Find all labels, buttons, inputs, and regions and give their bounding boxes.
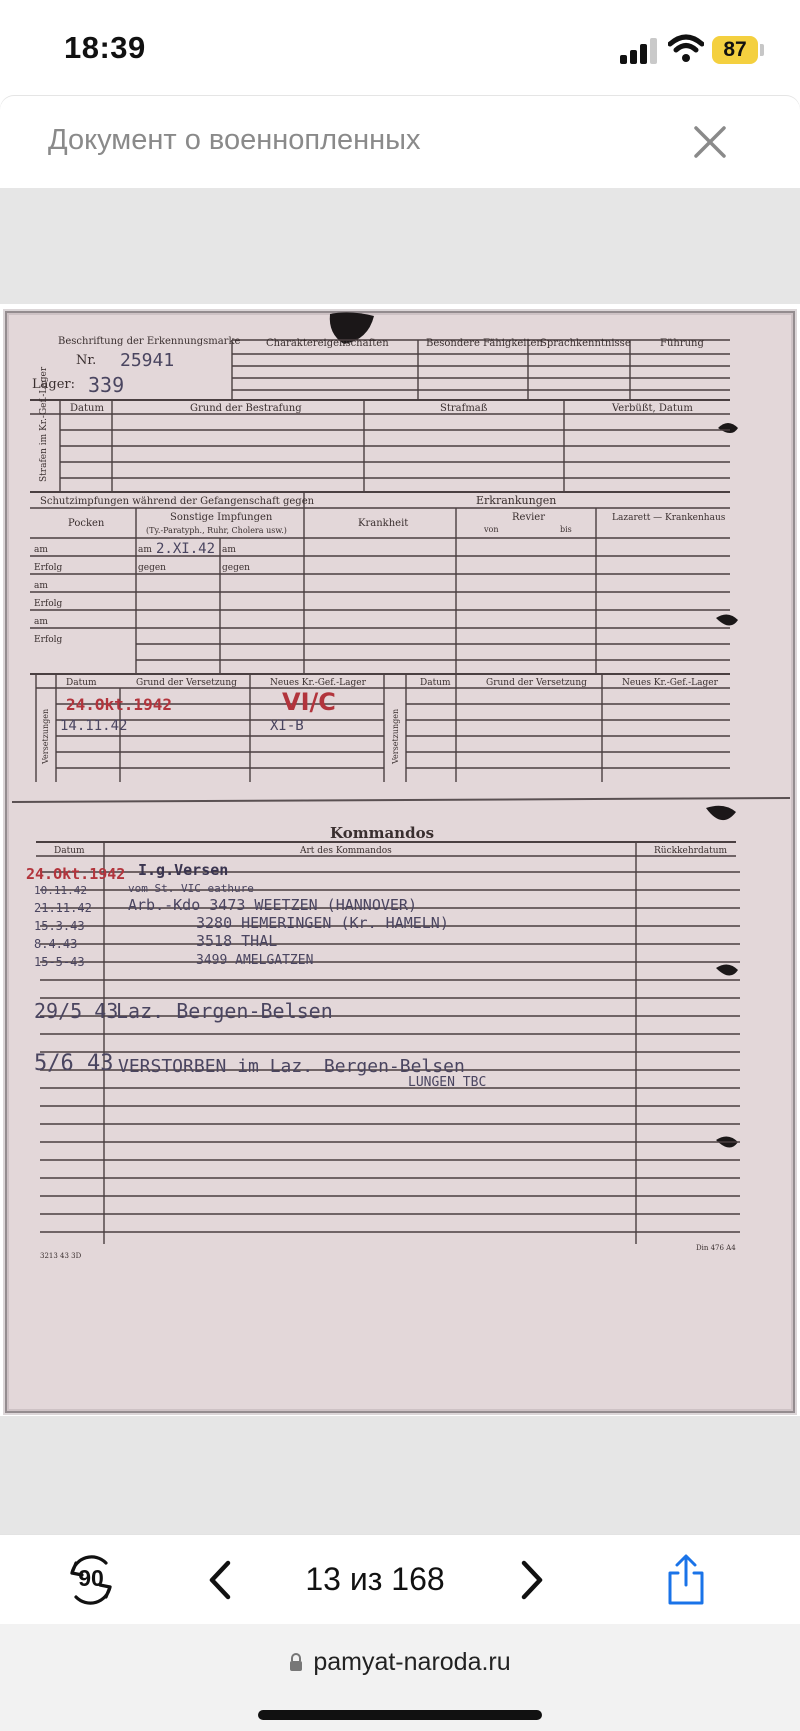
paper-sheet: [6, 312, 794, 1412]
pun-col-reason: Grund der Bestrafung: [190, 403, 302, 414]
share-button[interactable]: [664, 1553, 708, 1607]
vac-row-erfolg: Erfolg: [34, 635, 63, 645]
doc-col-languages: Sprachkenntnisse: [540, 338, 631, 349]
kdo-title: Kommandos: [330, 824, 435, 842]
battery-tip: [760, 44, 764, 56]
vac-row-gegen: gegen: [222, 563, 250, 573]
vac-col-other-sub: (Ty.-Paratyph., Ruhr, Cholera usw.): [146, 526, 287, 535]
kdo-entry-text: VERSTORBEN im Laz. Bergen-Belsen: [118, 1056, 465, 1077]
doc-nr-value: 25941: [120, 350, 175, 371]
close-button[interactable]: [690, 122, 730, 162]
chevron-right-icon: [524, 1563, 540, 1597]
kdo-entry-date: 8.4.43: [34, 937, 78, 951]
vac-entry-date: 2.XI.42: [156, 541, 216, 557]
vac-row-am: am: [34, 581, 48, 591]
status-bar: [0, 0, 800, 96]
vac-row-am: am: [222, 545, 236, 555]
page-title: Документ о военнопленных: [48, 124, 421, 156]
document-image[interactable]: [0, 304, 800, 1416]
ill-col-to: bis: [560, 525, 572, 534]
vac-col-pox: Pocken: [68, 518, 105, 529]
tr-col-reason: Grund der Versetzung: [136, 678, 237, 688]
doc-lager-label: Lager:: [32, 377, 75, 392]
browser-url-bar[interactable]: [0, 1624, 800, 1731]
kdo-entry-date: 21.11.42: [34, 901, 92, 915]
bottom-toolbar: [0, 1534, 800, 1624]
kdo-entry-text: LUNGEN TBC: [408, 1075, 487, 1090]
kdo-entry-text: 3518 THAL: [196, 932, 278, 950]
kdo-entry-text: Arb.-Kdo 3473 WEETZEN (HANNOVER): [128, 896, 417, 914]
kdo-entry-date: 5/6 43: [34, 1051, 114, 1076]
kdo-col-return: Rückkehrdatum: [654, 846, 728, 856]
wifi-icon: [668, 34, 704, 64]
ill-col-from: von: [484, 525, 499, 534]
prev-page-button[interactable]: [206, 1559, 236, 1601]
vac-row-am: am: [138, 545, 152, 555]
ill-col-ward: Revier: [512, 512, 545, 523]
tr-stamp-date: 24.Okt.1942: [66, 695, 172, 714]
page-counter: 13 из 168: [305, 1561, 445, 1597]
pun-col-served: Verbüßt, Datum: [612, 403, 693, 414]
kdo-entry-text: vom St. VIC eathure: [128, 882, 254, 895]
tr-col-new-camp: Neues Kr.-Gef.-Lager: [270, 678, 366, 688]
pun-col-measure: Strafmaß: [440, 403, 488, 414]
url-text: [0, 1648, 800, 1677]
doc-tag-label: Beschriftung der Erkennungsmarke: [58, 336, 241, 347]
tr-side-label: Versetzungen: [41, 708, 50, 764]
vac-title: Schutzimpfungen während der Gefangenschaft gegen: [40, 496, 315, 507]
ill-col-hospital: Lazarett — Krankenhaus: [612, 513, 726, 523]
pun-side-label: Strafen im Kr.-Gef.-Lager: [39, 366, 49, 482]
kdo-col-date: Datum: [54, 846, 85, 856]
doc-nr-label: Nr.: [76, 353, 97, 368]
doc-col-conduct: Führung: [660, 338, 704, 349]
rotate-button[interactable]: [62, 1551, 120, 1609]
ill-title: Erkrankungen: [476, 494, 557, 507]
kdo-entry-text: 3499 AMELGATZEN: [196, 953, 314, 968]
document-scan: [0, 304, 800, 1416]
kdo-entry-text: I.g.Versen: [138, 861, 229, 879]
url-domain: pamyat-naroda.ru: [313, 1648, 511, 1676]
tr-col-date: Datum: [66, 678, 97, 688]
doc-footer-right: Din 476 A4: [696, 1244, 736, 1252]
close-icon: [696, 128, 724, 156]
kdo-entry-date: 29/5 43: [34, 999, 119, 1023]
vac-row-am: am: [34, 545, 48, 555]
tr-col-reason-2: Grund der Versetzung: [486, 678, 587, 688]
pun-col-date: Datum: [70, 403, 104, 414]
tr-hand-date: 14.11.42: [60, 718, 128, 734]
doc-col-character: Charaktereigenschaften: [266, 338, 389, 349]
ill-col-disease: Krankheit: [358, 518, 409, 529]
battery-icon: 87: [712, 36, 758, 64]
kdo-entry-date: 10.11.42: [34, 884, 87, 897]
vac-row-am: am: [34, 617, 48, 627]
vac-row-erfolg: Erfolg: [34, 563, 63, 573]
doc-footer-left: 3213 43 3D: [40, 1252, 82, 1260]
lock-icon: [289, 1653, 303, 1671]
doc-lager-value: 339: [88, 373, 125, 397]
tr-col-new-camp-2: Neues Kr.-Gef.-Lager: [622, 678, 718, 688]
home-indicator[interactable]: [258, 1710, 542, 1720]
doc-col-abilities: Besondere Fähigkeiten: [426, 338, 543, 349]
kdo-col-type: Art des Kommandos: [300, 846, 392, 856]
share-icon: [670, 1556, 702, 1603]
tr-side-label-2: Versetzungen: [391, 708, 400, 764]
kdo-entry-date: 15.3.43: [34, 919, 85, 933]
vac-row-gegen: gegen: [138, 563, 166, 573]
tr-col-date-2: Datum: [420, 678, 451, 688]
rotate-label: 90: [78, 1565, 104, 1591]
modal-header: [0, 96, 800, 188]
next-page-button[interactable]: [516, 1559, 546, 1601]
vac-row-erfolg: Erfolg: [34, 599, 63, 609]
kdo-entry-text: 3280 HEMERINGEN (Kr. HAMELN): [196, 914, 449, 932]
kdo-entry-text: Laz. Bergen-Belsen: [116, 999, 333, 1023]
chevron-left-icon: [212, 1563, 228, 1597]
vac-col-other: Sonstige Impfungen: [170, 512, 273, 523]
kdo-entry-date: 24.Okt.1942: [26, 865, 126, 883]
kdo-entry-date: 15-5-43: [34, 955, 85, 969]
signal-icon: [620, 38, 658, 64]
tr-camp-hand: XI-B: [270, 718, 304, 734]
status-time: 18:39: [64, 30, 146, 65]
tr-camp-stamp: VI/C: [282, 688, 336, 716]
